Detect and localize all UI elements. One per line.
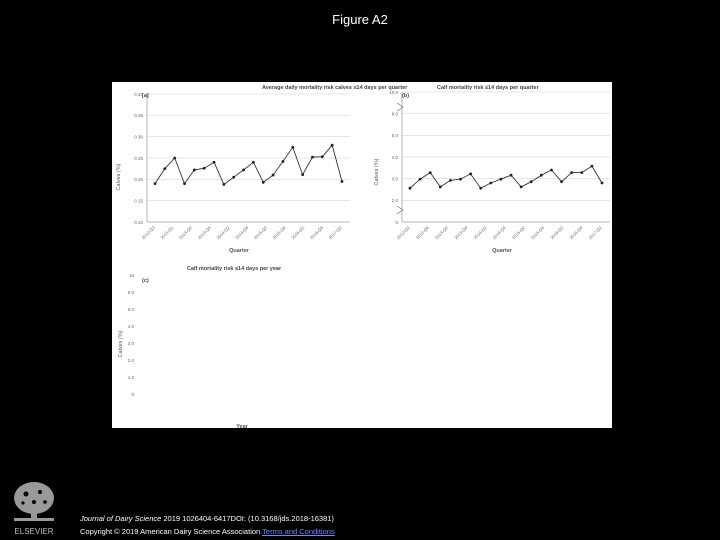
y-tick-label: 10.0 <box>389 89 398 95</box>
panel-c-label: (c) <box>142 278 149 284</box>
y-tick-label: 0.35 <box>134 113 143 119</box>
data-point <box>311 156 314 159</box>
x-tick-label: 2017-Q2 <box>327 225 343 241</box>
x-tick-label: 2014-Q2 <box>215 225 231 241</box>
citation-line <box>80 512 335 525</box>
data-point <box>291 146 294 149</box>
y-tick-label: 8.0 <box>391 111 398 117</box>
data-point <box>601 182 604 185</box>
y-tick-label: 0.10 <box>134 219 143 225</box>
series-line <box>410 166 602 188</box>
x-tick-label: 2013-Q4 <box>453 225 469 241</box>
y-tick-label: 0 <box>131 391 134 397</box>
x-tick-label: 2013-Q2 <box>434 225 450 241</box>
data-point <box>222 183 225 186</box>
panel-c-xlabel: Year <box>236 424 248 428</box>
y-tick-label: 0.15 <box>134 198 143 204</box>
x-tick-label: 2016-Q2 <box>290 225 306 241</box>
citation-text: 2019 1026404-6417DOI: (10.3168/jds.2018-16381) <box>161 514 334 523</box>
x-tick-label: 2012-Q4 <box>414 225 430 241</box>
terms-link[interactable]: Terms and Conditions <box>262 527 335 536</box>
data-point <box>173 157 176 160</box>
data-point <box>459 178 462 181</box>
data-point <box>550 169 553 172</box>
panel-b-ylabel: Calves (%) <box>374 158 380 186</box>
x-tick-label: 2016-Q2 <box>549 225 565 241</box>
x-tick-label: 2015-Q2 <box>252 225 268 241</box>
y-tick-label: 0.40 <box>134 91 143 97</box>
data-point <box>510 174 513 177</box>
x-tick-label: 2017-Q2 <box>587 225 603 241</box>
panel-a <box>116 85 408 254</box>
x-tick-label: 2013-Q1 <box>159 225 175 241</box>
x-tick-label: 2014-Q2 <box>472 225 488 241</box>
data-point <box>479 187 482 190</box>
panel-b <box>374 85 610 254</box>
data-point <box>282 160 285 163</box>
panel-b-xlabel: Quarter <box>492 248 512 254</box>
data-point <box>489 182 492 185</box>
y-tick-label: 0.30 <box>134 134 143 140</box>
data-point <box>242 169 245 172</box>
data-point <box>449 179 452 182</box>
panel-b-title: Calf mortality risk ≤14 days per quarter <box>437 85 539 91</box>
panel-b-label: (b) <box>402 93 410 99</box>
x-tick-label: 2014-Q4 <box>234 225 250 241</box>
x-tick-label: 2012-Q3 <box>140 225 156 241</box>
y-tick-label: 0 <box>395 219 398 225</box>
copyright-text: Copyright © 2019 American Dairy Science Association <box>80 527 261 536</box>
data-point <box>469 173 472 176</box>
data-point <box>163 167 166 170</box>
y-tick-label: 5.0 <box>127 306 134 312</box>
y-tick-label: 2.0 <box>127 357 134 363</box>
y-tick-label: 4.0 <box>127 323 134 329</box>
data-point <box>500 178 503 181</box>
copyright-line <box>80 525 335 538</box>
y-tick-label: 0.25 <box>134 155 143 161</box>
panel-a-title: Average daily mortality risk calves ≤14 days per quarter <box>262 85 408 91</box>
data-point <box>154 182 157 185</box>
panel-a-xlabel: Quarter <box>229 248 249 254</box>
y-tick-label: 3.0 <box>127 340 134 346</box>
journal-name: Journal of Dairy Science <box>80 514 162 523</box>
x-tick-label: 2012-Q2 <box>395 225 411 241</box>
y-tick-label: 6.0 <box>391 133 398 139</box>
y-tick-label: 6.0 <box>127 289 134 295</box>
panel-c <box>118 266 282 428</box>
data-point <box>570 171 573 174</box>
panel-c-ylabel: Calves (%) <box>118 330 124 358</box>
data-point <box>262 181 265 184</box>
chart-canvas <box>112 82 612 428</box>
page-title: Figure A2 <box>332 12 388 27</box>
panel-a-label: [a] <box>142 93 149 99</box>
data-point <box>409 187 412 190</box>
elsevier-logo <box>6 478 62 538</box>
data-point <box>232 176 235 179</box>
panel-a-ylabel: Calves (%) <box>116 163 122 191</box>
data-point <box>439 186 442 189</box>
y-tick-label: 4.0 <box>391 154 398 160</box>
data-point <box>272 174 275 177</box>
x-tick-label: 2016-Q4 <box>308 225 325 241</box>
x-tick-label: 2014-Q4 <box>491 225 507 241</box>
data-point <box>520 186 523 189</box>
citation-footer <box>80 512 335 538</box>
publisher-name: ELSEVIER <box>14 527 54 536</box>
x-tick-label: 2015-Q2 <box>510 225 526 241</box>
x-tick-label: 2015-Q4 <box>530 225 546 241</box>
data-point <box>193 169 196 172</box>
y-tick-label: 1.0 <box>127 374 134 380</box>
x-tick-label: 2013-Q2 <box>178 225 194 241</box>
series-line <box>155 145 342 184</box>
y-tick-label: 0.20 <box>134 177 143 183</box>
data-point <box>183 182 186 185</box>
data-point <box>419 178 422 181</box>
data-point <box>213 161 216 164</box>
data-point <box>530 180 533 183</box>
data-point <box>540 174 543 177</box>
y-tick-label: 2.0 <box>391 198 398 204</box>
data-point <box>341 180 344 183</box>
panel-c-title: Calf mortality risk ≤14 days per year <box>187 266 282 272</box>
y-tick-label: 10 <box>128 272 134 278</box>
data-point <box>301 173 304 176</box>
x-tick-label: 2015-Q4 <box>271 225 287 241</box>
data-point <box>203 167 206 170</box>
x-tick-label: 2016-Q4 <box>568 225 584 241</box>
data-point <box>429 171 432 174</box>
data-point <box>590 165 593 168</box>
data-point <box>252 161 255 164</box>
data-point <box>560 180 563 183</box>
data-point <box>580 171 583 174</box>
data-point <box>321 155 324 158</box>
y-tick-label: 3.0 <box>391 176 398 182</box>
data-point <box>331 144 334 147</box>
x-tick-label: 2013-Q4 <box>196 225 212 241</box>
figure-panel <box>112 82 612 428</box>
